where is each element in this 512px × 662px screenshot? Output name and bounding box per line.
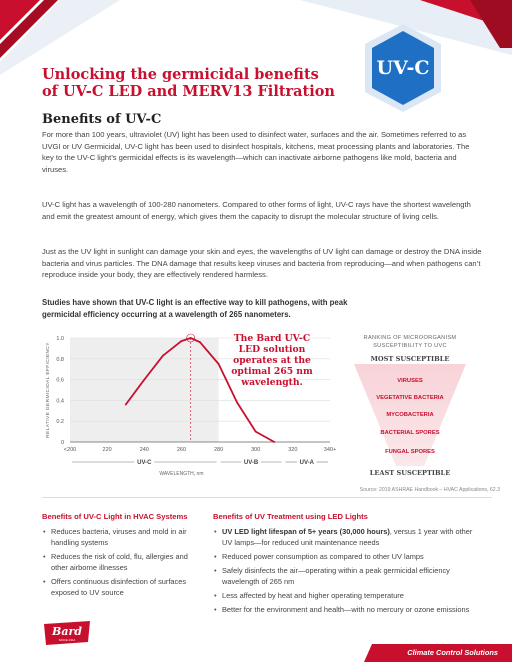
studies-statement: Studies have shown that UV-C light is an effective way to kill pathogens, with peak germicidal efficiency occurring at a wavelength of 265 nanometers.	[42, 298, 348, 319]
data-point	[125, 404, 127, 406]
paragraph-wavelength: UV-C light has a wavelength of 100-280 nanometers. Compared to other forms of light, UV-C rays have the shortest wavelength and emit the greatest amount of energy, which gives them the capacity to disrupt the molecular structure of living cells.	[42, 200, 471, 221]
band-label: UV-B	[243, 460, 259, 466]
bard-logo-tagline: SINCE 1914	[58, 638, 76, 642]
ranking-title-line-2: SUSCEPTIBILITY TO UVC	[373, 342, 447, 349]
ranking-most-susceptible: MOST SUSCEPTIBLE	[370, 355, 450, 363]
ranking-item: BACTERIAL SPORES	[380, 430, 440, 436]
x-tick-label: 220	[102, 447, 112, 453]
y-tick-label: 1.0	[56, 336, 64, 342]
data-point	[181, 340, 183, 342]
paragraph-intro: For more than 100 years, ultraviolet (UV) light has been used to disinfect water, surfaces and the air. Sometimes referred to as UVGI or UV Germicidal, UV-C light has been used to disinfect hospitals, kitchens, meat processing plants and laboratories. The key to the UV-C light’s germicidal effects is its wavelength—which can inactivate airborne pathogens like mold, bacteria and viruses.	[42, 130, 470, 174]
data-point	[190, 337, 192, 339]
uv-c-badge-label: UV-C	[376, 57, 430, 79]
ranking-title-line-1: RANKING OF MICROORGANISM	[363, 335, 457, 341]
data-point	[236, 402, 238, 404]
chart-source: Source: 2019 ASHRAE Handbook – HVAC Applications, 62.3	[359, 487, 500, 493]
list-item: • Better for the environment and health—with no mercury or ozone emissions	[213, 604, 478, 615]
led-benefits-heading: Benefits of UV Treatment using LED Lights	[213, 512, 368, 521]
x-tick-label: 280	[213, 447, 224, 453]
uv-c-shaded-region	[70, 338, 219, 442]
title-line-1: Unlocking the germicidal benefits	[42, 66, 319, 83]
led-benefits-list	[213, 526, 478, 618]
data-point	[199, 341, 201, 343]
list-item-rest: , versus 1 year with other UV lamps—for reduced unit maintenance needs	[222, 527, 473, 547]
bard-logo-text: Bard	[52, 625, 82, 638]
x-tick-label: 260	[176, 447, 187, 453]
list-item: • Reduces bacteria, viruses and mold in air handling systems	[42, 526, 194, 548]
chart-callout: The Bard UV-C LED solution operates at the optimal 265 nm wavelength.	[231, 333, 313, 388]
list-item: • Less affected by heat and higher operating temperature	[213, 590, 478, 601]
paragraph-dna: Just as the UV light in sunlight can damage your skin and eyes, the wavelengths of UV light can damage or destroy the DNA inside bacteria and virus particles. The DNA damage that results keep viruses and bacteria from reproducing—and when pathogens can’t reproduce inside your body, they are effectively rendered harmless.	[42, 247, 482, 280]
x-tick-label: <200	[63, 447, 77, 453]
x-tick-label: 340+	[323, 447, 337, 453]
data-point	[218, 363, 220, 365]
list-item: • Reduces the risk of cold, flu, allergies and other airborne illnesses	[42, 551, 194, 573]
y-tick-label: 0	[60, 440, 64, 446]
band-label: UV-C	[137, 460, 152, 466]
section-heading: Benefits of UV-C	[42, 112, 162, 127]
hvac-benefits-list	[42, 526, 194, 601]
ranking-item: FUNGAL SPORES	[385, 449, 435, 455]
section-divider	[42, 497, 492, 498]
hvac-benefits-heading: Benefits of UV-C Light in HVAC Systems	[42, 512, 188, 521]
list-item: • Reduced power consumption as compared to other UV lamps	[213, 551, 478, 562]
data-point	[273, 441, 275, 443]
ranking-item: VEGETATIVE BACTERIA	[376, 395, 444, 401]
title-line-2: of UV-C LED and MERV13 Filtration	[42, 83, 335, 100]
y-tick-label: 0.2	[56, 419, 64, 426]
x-tick-label: 300	[251, 447, 261, 453]
ranking-title	[340, 335, 480, 350]
y-axis-label: RELATIVE GERMICIDAL EFFICIENCY	[46, 342, 51, 438]
page-title	[42, 66, 342, 100]
data-point	[162, 355, 164, 357]
uv-c-badge	[362, 22, 444, 114]
data-point	[143, 379, 145, 381]
list-item-bold: UV LED light lifespan of 5+ years (30,000 hours)	[222, 527, 390, 536]
ranking-item: VIRUSES	[397, 378, 423, 384]
ranking-least-susceptible: LEAST SUSCEPTIBLE	[369, 469, 451, 477]
list-item: • Offers continuous disinfection of surfaces exposed to UV source	[42, 576, 194, 598]
bard-logo	[42, 620, 92, 646]
list-item	[213, 526, 478, 548]
list-item: • Safely disinfects the air—operating within a peak germicidal efficiency wavelength of 265 nm	[213, 565, 478, 587]
y-tick-label: 0.6	[56, 377, 64, 384]
ranking-item: MYCOBACTERIA	[386, 412, 434, 418]
band-label: UV-A	[299, 460, 314, 466]
x-tick-label: 320	[288, 447, 298, 453]
x-axis-label: WAVELENGTH, nm	[159, 471, 204, 477]
data-point	[255, 431, 257, 433]
y-tick-label: 0.4	[56, 398, 64, 405]
y-tick-label: 0.8	[56, 356, 64, 363]
x-tick-label: 240	[139, 447, 149, 453]
footer-tagline: Climate Control Solutions	[407, 648, 498, 657]
